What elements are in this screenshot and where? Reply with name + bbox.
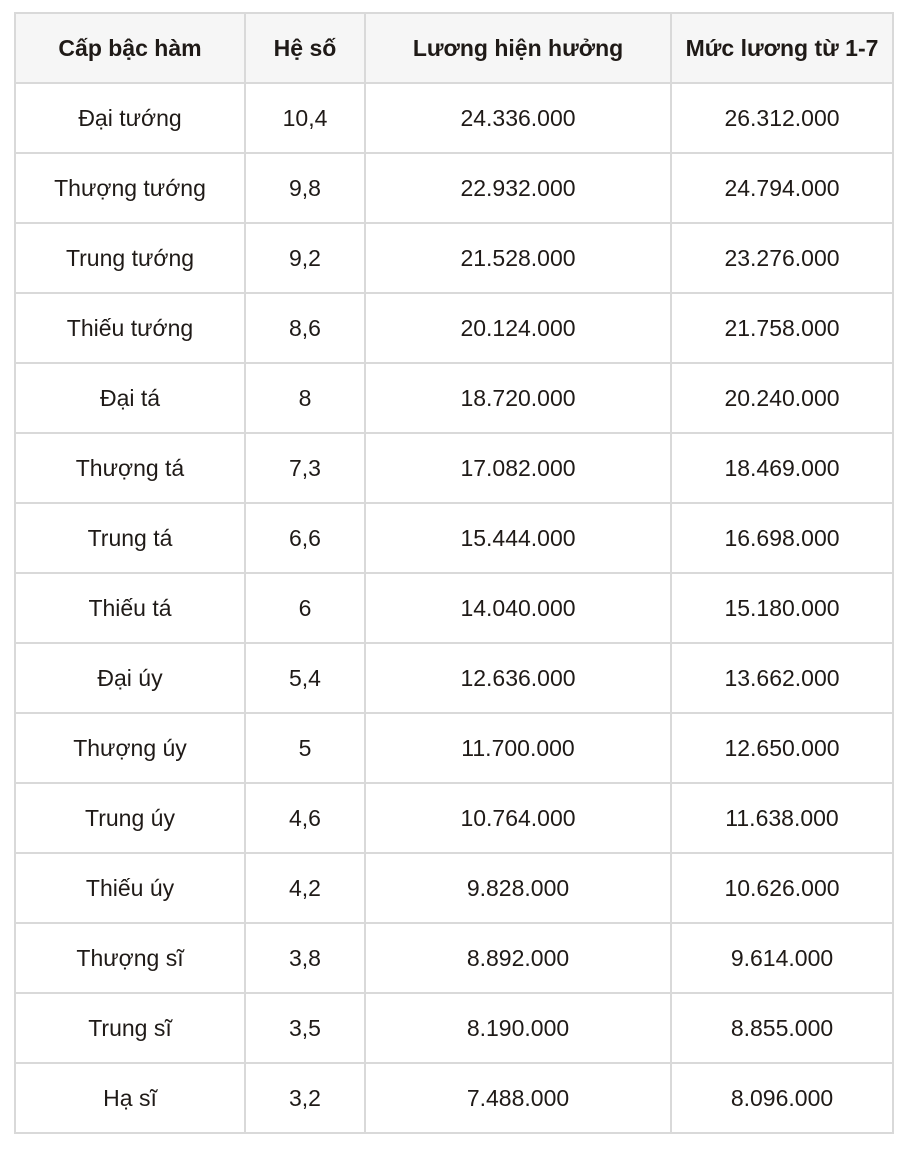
cell-rank: Trung tướng [15, 223, 245, 293]
table-row [15, 363, 893, 433]
cell-rank: Thiếu tá [15, 573, 245, 643]
cell-new-salary: 12.650.000 [671, 713, 893, 783]
cell-rank: Thượng tướng [15, 153, 245, 223]
cell-coefficient: 8 [245, 363, 365, 433]
cell-rank: Thiếu úy [15, 853, 245, 923]
table-row [15, 153, 893, 223]
cell-coefficient: 3,8 [245, 923, 365, 993]
cell-current-salary: 8.190.000 [365, 993, 671, 1063]
cell-coefficient: 10,4 [245, 83, 365, 153]
header-row [15, 13, 893, 83]
cell-new-salary: 8.855.000 [671, 993, 893, 1063]
cell-coefficient: 5 [245, 713, 365, 783]
header-rank: Cấp bậc hàm [15, 13, 245, 83]
cell-rank: Hạ sĩ [15, 1063, 245, 1133]
cell-current-salary: 22.932.000 [365, 153, 671, 223]
cell-rank: Thiếu tướng [15, 293, 245, 363]
table-header [15, 13, 893, 83]
cell-rank: Đại tướng [15, 83, 245, 153]
cell-current-salary: 17.082.000 [365, 433, 671, 503]
cell-new-salary: 11.638.000 [671, 783, 893, 853]
cell-current-salary: 10.764.000 [365, 783, 671, 853]
cell-current-salary: 24.336.000 [365, 83, 671, 153]
table-row [15, 993, 893, 1063]
table-row [15, 923, 893, 993]
cell-coefficient: 4,2 [245, 853, 365, 923]
cell-current-salary: 7.488.000 [365, 1063, 671, 1133]
table-row [15, 573, 893, 643]
salary-table [14, 12, 894, 1134]
header-current-salary: Lương hiện hưởng [365, 13, 671, 83]
cell-current-salary: 18.720.000 [365, 363, 671, 433]
table-body [15, 83, 893, 1133]
table-row [15, 713, 893, 783]
cell-coefficient: 7,3 [245, 433, 365, 503]
cell-new-salary: 16.698.000 [671, 503, 893, 573]
table-row [15, 643, 893, 713]
table-row [15, 293, 893, 363]
cell-coefficient: 9,8 [245, 153, 365, 223]
cell-current-salary: 20.124.000 [365, 293, 671, 363]
cell-new-salary: 9.614.000 [671, 923, 893, 993]
cell-rank: Thượng úy [15, 713, 245, 783]
table-row [15, 1063, 893, 1133]
cell-new-salary: 10.626.000 [671, 853, 893, 923]
cell-new-salary: 20.240.000 [671, 363, 893, 433]
table-row [15, 433, 893, 503]
cell-rank: Đại tá [15, 363, 245, 433]
cell-current-salary: 9.828.000 [365, 853, 671, 923]
cell-current-salary: 21.528.000 [365, 223, 671, 293]
header-new-salary: Mức lương từ 1-7 [671, 13, 893, 83]
header-coefficient: Hệ số [245, 13, 365, 83]
cell-rank: Thượng sĩ [15, 923, 245, 993]
cell-current-salary: 8.892.000 [365, 923, 671, 993]
cell-new-salary: 23.276.000 [671, 223, 893, 293]
cell-coefficient: 3,2 [245, 1063, 365, 1133]
table-row [15, 783, 893, 853]
cell-rank: Đại úy [15, 643, 245, 713]
cell-new-salary: 15.180.000 [671, 573, 893, 643]
cell-coefficient: 5,4 [245, 643, 365, 713]
salary-table-container [14, 12, 892, 1134]
table-row [15, 223, 893, 293]
cell-new-salary: 26.312.000 [671, 83, 893, 153]
table-row [15, 83, 893, 153]
cell-current-salary: 15.444.000 [365, 503, 671, 573]
cell-new-salary: 8.096.000 [671, 1063, 893, 1133]
cell-current-salary: 14.040.000 [365, 573, 671, 643]
cell-rank: Trung sĩ [15, 993, 245, 1063]
cell-coefficient: 3,5 [245, 993, 365, 1063]
cell-rank: Thượng tá [15, 433, 245, 503]
cell-new-salary: 18.469.000 [671, 433, 893, 503]
cell-new-salary: 21.758.000 [671, 293, 893, 363]
cell-new-salary: 13.662.000 [671, 643, 893, 713]
cell-coefficient: 8,6 [245, 293, 365, 363]
cell-current-salary: 11.700.000 [365, 713, 671, 783]
cell-new-salary: 24.794.000 [671, 153, 893, 223]
cell-current-salary: 12.636.000 [365, 643, 671, 713]
cell-coefficient: 6 [245, 573, 365, 643]
cell-coefficient: 9,2 [245, 223, 365, 293]
table-row [15, 853, 893, 923]
cell-coefficient: 4,6 [245, 783, 365, 853]
table-row [15, 503, 893, 573]
cell-rank: Trung tá [15, 503, 245, 573]
cell-rank: Trung úy [15, 783, 245, 853]
cell-coefficient: 6,6 [245, 503, 365, 573]
